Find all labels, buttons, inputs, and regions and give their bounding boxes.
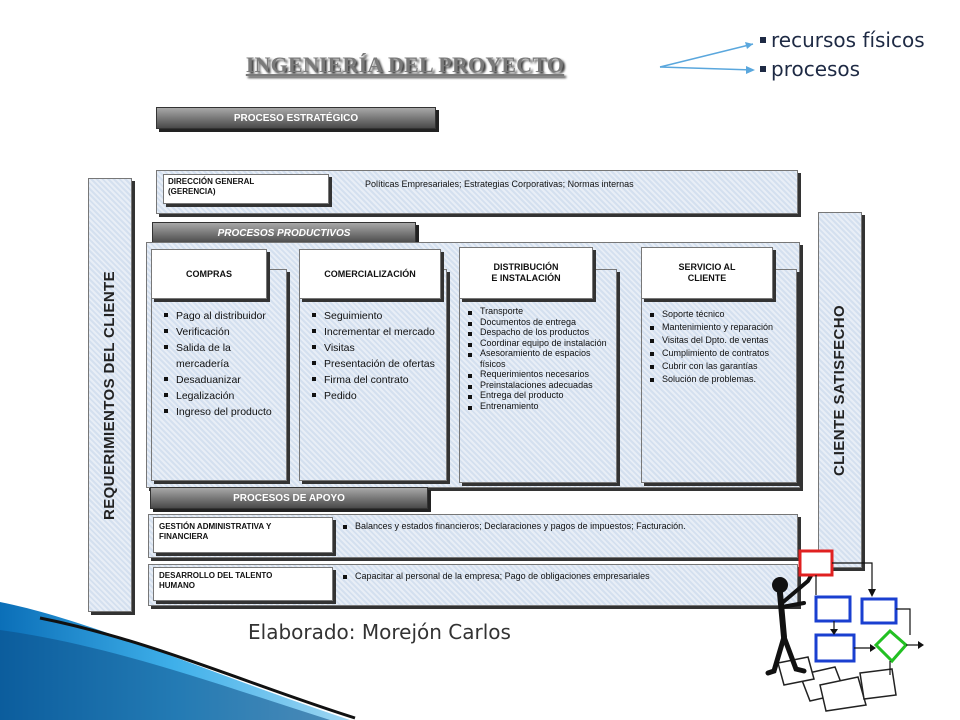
column-compras <box>151 269 287 481</box>
list-item: Legalización <box>162 388 280 404</box>
direccion-row <box>156 170 798 214</box>
list-item: Mantenimiento y reparación <box>648 321 792 334</box>
bullet-square-icon <box>343 525 347 529</box>
proceso-estrategico-bar: PROCESO ESTRATÉGICO <box>156 107 436 129</box>
bullet-item: procesos <box>760 55 925 84</box>
bullet-item: recursos físicos <box>760 26 925 55</box>
column-comercializacion <box>299 269 447 481</box>
list-item: Desaduanizar <box>162 372 280 388</box>
list-item: Presentación de ofertas <box>310 356 440 372</box>
flowchart-figure-clipart <box>760 545 955 717</box>
left-vertical-label: REQUERIMIENTOS DEL CLIENTE <box>101 270 119 520</box>
column-distribucion <box>459 269 617 483</box>
list-item: Cubrir con las garantías <box>648 360 792 373</box>
bullet-square-icon <box>343 575 347 579</box>
talento-label: DESARROLLO DEL TALENTO HUMANO <box>153 567 333 601</box>
list-item: Entrenamiento <box>466 401 612 412</box>
talento-row <box>148 564 798 606</box>
bullet-square-icon <box>760 66 766 72</box>
column-title-compras: COMPRAS <box>151 249 267 299</box>
compras-items <box>162 308 280 420</box>
column-title-distribucion: DISTRIBUCIÓN E INSTALACIÓN <box>459 247 593 299</box>
direccion-text: Políticas Empresariales; Estrategias Corporativas; Normas internas <box>365 179 634 189</box>
list-item: Visitas <box>310 340 440 356</box>
left-vertical-panel <box>88 178 132 612</box>
list-item: Pago al distribuidor <box>162 308 280 324</box>
list-item: Visitas del Dpto. de ventas <box>648 334 792 347</box>
list-item: Incrementar el mercado <box>310 324 440 340</box>
distribucion-items <box>466 306 612 411</box>
gestion-row <box>148 514 798 558</box>
direccion-label: DIRECCIÓN GENERAL (GERENCIA) <box>163 174 329 204</box>
right-vertical-panel <box>818 212 862 568</box>
bullet-square-icon <box>760 37 766 43</box>
column-title-comercializacion: COMERCIALIZACIÓN <box>299 249 441 299</box>
list-item: Requerimientos necesarios <box>466 369 612 380</box>
decorative-ribbon <box>0 590 360 720</box>
list-item: Solución de problemas. <box>648 373 792 386</box>
bullet-list <box>760 26 925 84</box>
list-item: Salida de la mercadería <box>162 340 280 372</box>
list-item: Pedido <box>310 388 440 404</box>
list-item: Transporte <box>466 306 612 317</box>
list-item: Documentos de entrega <box>466 317 612 328</box>
comercializacion-items <box>310 308 440 404</box>
list-item: Verificación <box>162 324 280 340</box>
list-item: Soporte técnico <box>648 308 792 321</box>
right-vertical-label: CLIENTE SATISFECHO <box>831 304 849 476</box>
list-item: Firma del contrato <box>310 372 440 388</box>
page-title: INGENIERÍA DEL PROYECTO <box>245 52 565 77</box>
talento-text: Capacitar al personal de la empresa; Pago de obligaciones empresariales <box>355 571 650 581</box>
gestion-text: Balances y estados financieros; Declaraciones y pagos de impuestos; Facturación. <box>355 521 686 531</box>
list-item: Despacho de los productos <box>466 327 612 338</box>
list-item: Asesoramiento de espacios físicos <box>466 348 612 369</box>
talento-text-row <box>343 571 650 581</box>
list-item: Ingreso del producto <box>162 404 280 420</box>
gestion-text-row <box>343 521 686 531</box>
column-title-servicio: SERVICIO AL CLIENTE <box>641 247 773 299</box>
list-item: Entrega del producto <box>466 390 612 401</box>
pointer-arrows <box>655 30 765 80</box>
procesos-apoyo-bar: PROCESOS DE APOYO <box>150 487 428 509</box>
list-item: Cumplimiento de contratos <box>648 347 792 360</box>
procesos-productivos-panel <box>146 242 800 488</box>
list-item: Seguimiento <box>310 308 440 324</box>
servicio-items <box>648 308 792 386</box>
procesos-productivos-bar: PROCESOS PRODUCTIVOS <box>152 222 416 244</box>
list-item: Coordinar equipo de instalación <box>466 338 612 349</box>
list-item: Preinstalaciones adecuadas <box>466 380 612 391</box>
column-servicio <box>641 269 797 483</box>
author-credit: Elaborado: Morejón Carlos <box>248 620 511 644</box>
gestion-label: GESTIÓN ADMINISTRATIVA Y FINANCIERA <box>153 517 333 553</box>
